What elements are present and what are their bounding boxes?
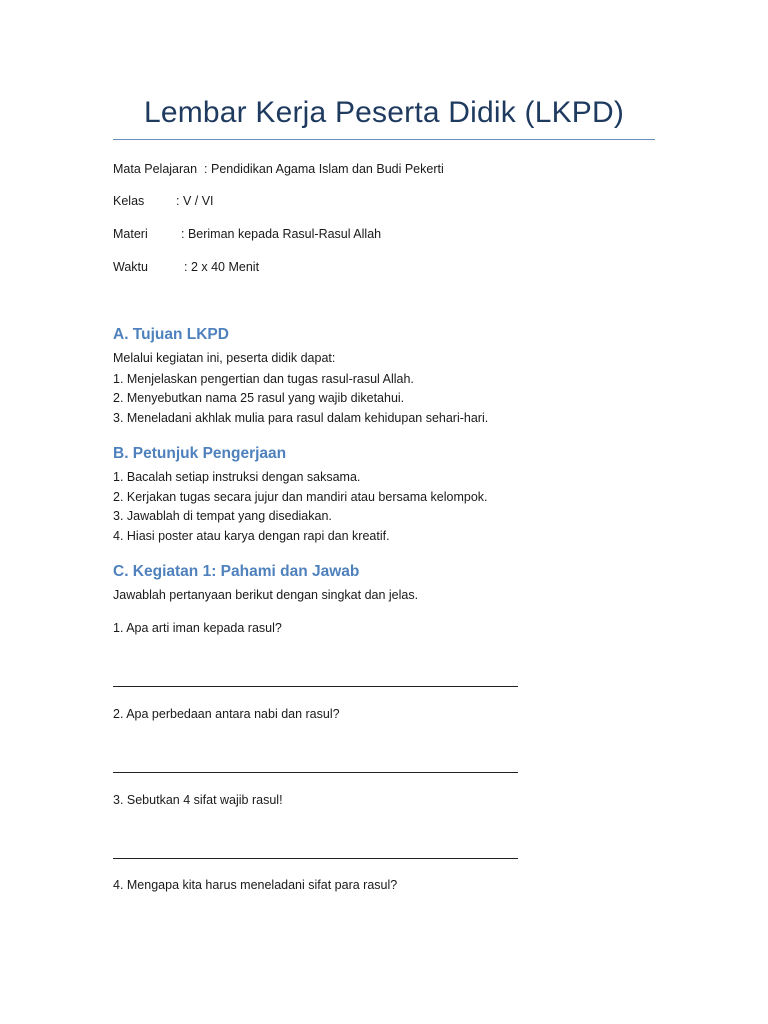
answer-line (113, 858, 518, 859)
meta-material (113, 227, 381, 241)
meta-time (113, 260, 259, 274)
question-item: 1. Apa arti iman kepada rasul? (113, 621, 282, 635)
section-a-intro: Melalui kegiatan ini, peserta didik dapat: (113, 351, 336, 365)
answer-line (113, 772, 518, 773)
meta-subject (113, 162, 444, 176)
meta-material-value: : Beriman kepada Rasul-Rasul Allah (181, 227, 382, 241)
question-item: 3. Sebutkan 4 sifat wajib rasul! (113, 793, 283, 807)
section-b-heading: B. Petunjuk Pengerjaan (113, 445, 287, 462)
answer-line (113, 686, 518, 687)
title-divider (113, 139, 655, 140)
list-item: 2. Menyebutkan nama 25 rasul yang wajib diketahui. (113, 391, 405, 405)
meta-class (113, 194, 214, 208)
list-item: 4. Hiasi poster atau karya dengan rapi dan kreatif. (113, 529, 390, 543)
list-item: 3. Jawablah di tempat yang disediakan. (113, 509, 332, 523)
page-title: Lembar Kerja Peserta Didik (LKPD) (143, 96, 625, 129)
list-item: 1. Menjelaskan pengertian dan tugas rasul-rasul Allah. (113, 372, 414, 386)
list-item: 3. Meneladani akhlak mulia para rasul dalam kehidupan sehari-hari. (113, 411, 489, 425)
list-item: 1. Bacalah setiap instruksi dengan saksama. (113, 470, 361, 484)
section-c-heading: C. Kegiatan 1: Pahami dan Jawab (113, 563, 360, 580)
meta-material-label: Materi (113, 227, 148, 241)
list-item: 2. Kerjakan tugas secara jujur dan mandiri atau bersama kelompok. (113, 490, 488, 504)
meta-class-value: : V / VI (176, 194, 214, 208)
question-item: 4. Mengapa kita harus meneladani sifat para rasul? (113, 878, 398, 892)
meta-class-label: Kelas (113, 194, 145, 208)
meta-time-value: : 2 x 40 Menit (184, 260, 260, 274)
question-item: 2. Apa perbedaan antara nabi dan rasul? (113, 707, 340, 721)
meta-subject-label: Mata Pelajaran (113, 162, 198, 176)
meta-subject-value: : Pendidikan Agama Islam dan Budi Pekerti (204, 162, 444, 176)
meta-time-label: Waktu (113, 260, 148, 274)
section-a-heading: A. Tujuan LKPD (113, 326, 229, 343)
section-c-intro: Jawablah pertanyaan berikut dengan singkat dan jelas. (113, 588, 419, 602)
